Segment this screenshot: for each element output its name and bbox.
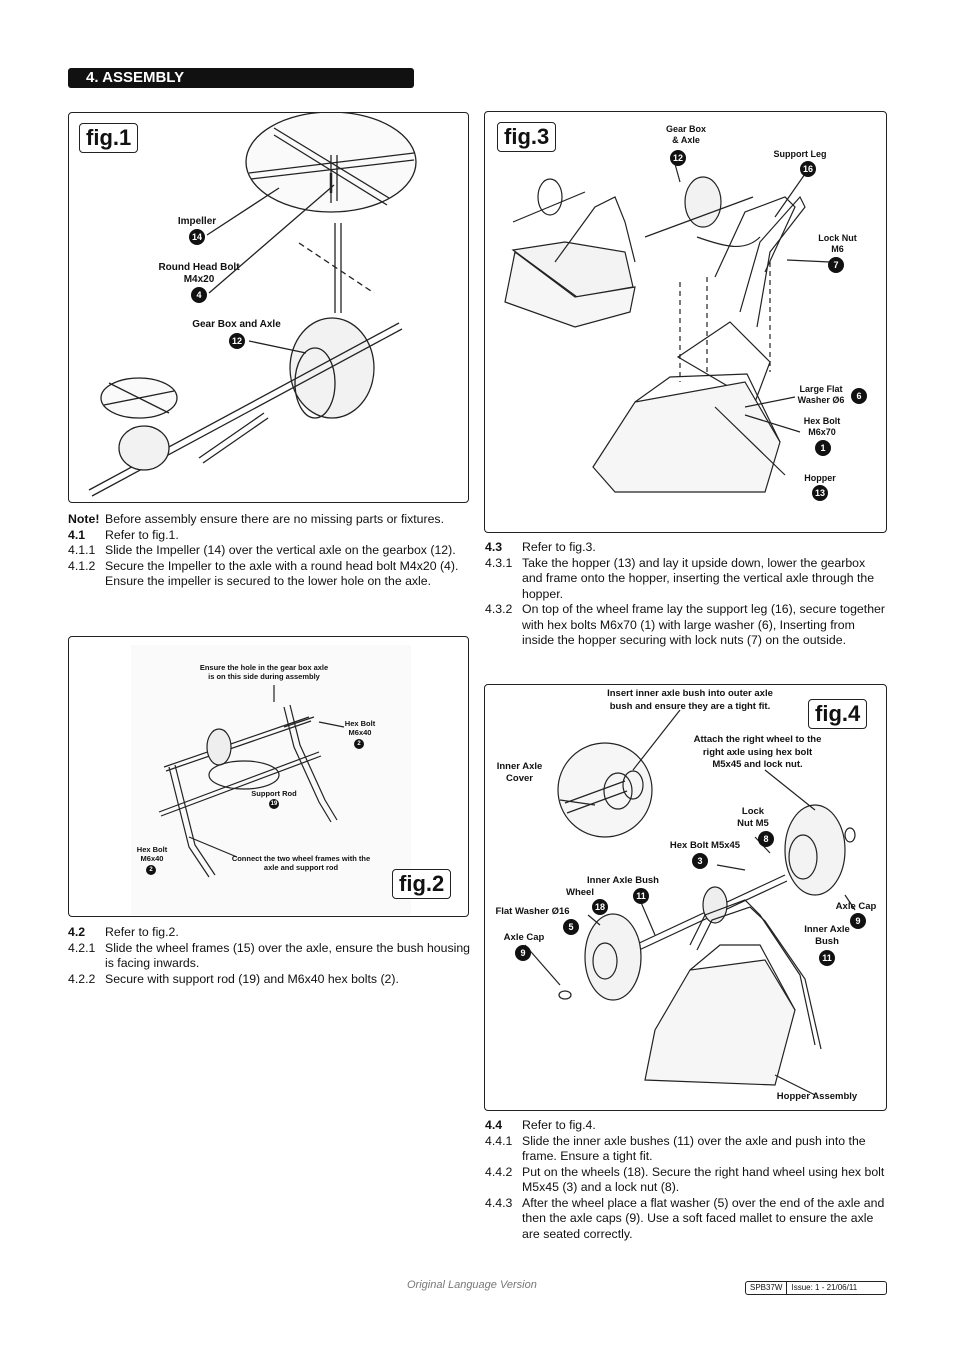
instruction-step xyxy=(485,540,885,556)
round-head-bolt-label xyxy=(149,262,249,286)
hex-bolt-left-number: 2 xyxy=(146,865,156,875)
step-text: Slide the inner axle bushes (11) over the axle and push into the frame. Ensure a tight fit. xyxy=(522,1133,866,1163)
hex-bolt-m5x45-number: 3 xyxy=(692,853,708,869)
round-head-bolt-line-2: M4x20 xyxy=(183,274,215,285)
instruction-step xyxy=(68,972,478,988)
connect-note-line-1: Connect the two wheel frames with the xyxy=(231,854,371,863)
gearbox-label-line-1: Gear Box xyxy=(665,124,707,134)
step-number: 4.2.1 xyxy=(68,940,96,955)
inner-axle-bush-right-label xyxy=(797,924,857,948)
instruction-step xyxy=(485,1165,885,1196)
instruction-step xyxy=(68,941,478,972)
impeller-number: 14 xyxy=(189,229,205,245)
wheel-number: 18 xyxy=(592,899,608,915)
hex-bolt-label xyxy=(797,416,847,438)
hex-bolt-m5x45-label: Hex Bolt M5x45 xyxy=(669,840,741,851)
step-text: Take the hopper (13) and lay it upside down, lower the gearbox and frame onto the hopper, inserting the vertical axle through the hopper. xyxy=(522,555,875,601)
cover-line-1: Inner Axle xyxy=(496,761,543,772)
axle-cap-right-label: Axle Cap xyxy=(835,901,877,912)
footer-model-issue xyxy=(745,1281,887,1295)
gearbox-axle-label xyxy=(651,124,721,146)
figure-1-tag: fig.1 xyxy=(79,123,138,153)
step-number: 4.4.3 xyxy=(485,1195,513,1210)
step-text: Slide the wheel frames (15) over the axle, ensure the bush housing is facing inwards. xyxy=(105,940,471,970)
footer-issue: Issue: 1 - 21/06/11 xyxy=(786,1282,861,1294)
support-rod-label: Support Rod xyxy=(251,789,297,798)
hex-bolt-right-line-2: M6x40 xyxy=(348,728,372,737)
hex-bolt-right-number: 2 xyxy=(354,739,364,749)
hex-bolt-number: 1 xyxy=(815,440,831,456)
step-text: Refer to fig.1. xyxy=(105,527,179,542)
axle-cap-left-label: Axle Cap xyxy=(503,932,545,943)
lock-nut-line-1: Lock Nut xyxy=(818,233,857,243)
hopper-assembly-label: Hopper Assembly xyxy=(776,1091,858,1102)
figure-3 xyxy=(484,111,887,533)
step-text: Put on the wheels (18). Secure the right hand wheel using hex bolt M5x45 (3) and a lock nut (8). xyxy=(522,1164,885,1194)
hopper-label: Hopper xyxy=(804,473,836,483)
cover-line-2: Cover xyxy=(506,773,533,784)
round-head-bolt-number: 4 xyxy=(191,287,207,303)
insert-note-line-2: bush and ensure they are a tight fit. xyxy=(609,700,771,712)
impeller-label: Impeller xyxy=(177,216,217,227)
instruction-step xyxy=(68,543,478,559)
hex-bolt-line-2: M6x70 xyxy=(808,427,836,437)
figure-3-tag: fig.3 xyxy=(497,122,556,152)
step-text: After the wheel place a flat washer (5) over the end of the axle and then the axle caps (9). Use a soft faced mallet to ensure the axle are seated correctly. xyxy=(522,1195,885,1241)
lock-nut-label xyxy=(810,233,865,255)
flat-washer-label: Flat Washer Ø16 xyxy=(495,906,570,917)
hex-bolt-line-1: Hex Bolt xyxy=(803,416,841,426)
inner-axle-bush-number: 11 xyxy=(633,888,649,904)
step-text: Refer to fig.2. xyxy=(105,925,179,939)
washer-line-1: Large Flat xyxy=(799,384,843,394)
fig2-instructions xyxy=(68,925,478,987)
flat-washer-number: 5 xyxy=(563,919,579,935)
large-flat-washer-label xyxy=(790,384,852,406)
support-rod-number: 19 xyxy=(270,801,278,807)
attach-line-1: Attach the right wheel to the xyxy=(693,734,822,745)
footer-language-note: Original Language Version xyxy=(407,1279,537,1291)
hex-bolt-left-label xyxy=(127,845,177,863)
gearbox-axle-number: 12 xyxy=(229,333,245,349)
instruction-step xyxy=(68,925,478,941)
hex-bolt-left-line-2: M6x40 xyxy=(140,854,164,863)
connect-wheel-frames-note xyxy=(221,854,381,872)
washer-line-2: Washer Ø6 xyxy=(797,395,845,405)
bush-right-line-1: Inner Axle xyxy=(804,924,850,935)
lock-nut-m5-number: 8 xyxy=(758,831,774,847)
large-flat-washer-number: 6 xyxy=(851,388,867,404)
instruction-step xyxy=(485,1118,885,1134)
instruction-step xyxy=(68,559,478,590)
fig1-instructions xyxy=(68,512,478,590)
hex-bolt-left-line-1: Hex Bolt xyxy=(136,845,168,854)
step-text: On top of the wheel frame lay the support leg (16), secure together with hex bolts M6x70 (1) with large washer (6), Inserting from inside the hopper securing with lock nuts (7) on the outside. xyxy=(522,602,885,647)
lock-nut-line-2: Nut M5 xyxy=(737,818,769,829)
step-number: 4.4 xyxy=(485,1118,503,1132)
wheel-label: Wheel xyxy=(566,887,594,898)
fig4-instructions xyxy=(485,1118,885,1242)
step-text: Refer to fig.4. xyxy=(522,1118,596,1132)
axle-cap-left-number: 9 xyxy=(515,945,531,961)
attach-line-2: right axle using hex bolt xyxy=(702,746,813,758)
footer-model: SPB37W xyxy=(750,1283,783,1292)
step-number: 4.1.1 xyxy=(68,543,96,557)
figure-3-illustration xyxy=(485,112,886,532)
step-text: Secure with support rod (19) and M6x40 hex bolts (2). xyxy=(105,971,399,986)
hex-bolt-right-line-1: Hex Bolt xyxy=(344,719,376,728)
fig3-instructions xyxy=(485,540,885,649)
gearbox-axle-label: Gear Box and Axle xyxy=(192,319,281,330)
step-number: 4.3 xyxy=(485,540,503,554)
attach-line-3: M5x45 and lock nut. xyxy=(712,759,803,770)
hex-bolt-right-label xyxy=(335,719,385,737)
step-number: 4.2.2 xyxy=(68,971,96,986)
figure-1 xyxy=(68,112,469,503)
figure-2-tag: fig.2 xyxy=(392,869,451,899)
attach-wheel-note xyxy=(670,734,845,772)
inner-axle-bush-right-number: 11 xyxy=(819,950,835,966)
gearbox-axle-number: 12 xyxy=(670,150,686,166)
step-number: 4.4.2 xyxy=(485,1164,513,1179)
section-heading: 4. ASSEMBLY xyxy=(68,68,414,88)
step-number: Note! xyxy=(68,512,100,526)
gearbox-hole-note-line-2: is on this side during assembly xyxy=(208,672,320,681)
support-leg-number: 16 xyxy=(800,161,816,177)
step-number: 4.3.1 xyxy=(485,555,513,570)
insert-bush-note xyxy=(580,688,800,713)
inner-axle-cover-label xyxy=(487,761,552,785)
connect-note-line-2: axle and support rod xyxy=(263,863,339,872)
lock-nut-m5-label xyxy=(728,806,778,830)
lock-nut-line-2: M6 xyxy=(831,244,844,254)
insert-note-line-1: Insert inner axle bush into outer axle xyxy=(607,688,773,699)
round-head-bolt-line-1: Round Head Bolt xyxy=(158,262,240,273)
figure-4-tag: fig.4 xyxy=(808,699,867,729)
inner-axle-bush-label: Inner Axle Bush xyxy=(587,875,659,886)
axle-cap-right-number: 9 xyxy=(850,913,866,929)
figure-1-illustration xyxy=(69,113,468,502)
gearbox-label-line-2: & Axle xyxy=(672,135,700,145)
instruction-step xyxy=(68,528,478,544)
gearbox-hole-note xyxy=(179,663,349,681)
support-leg-label: Support Leg xyxy=(773,149,827,159)
step-number: 4.2 xyxy=(68,925,86,939)
lock-nut-line-1: Lock xyxy=(741,806,765,817)
bush-right-line-2: Bush xyxy=(815,936,839,947)
instruction-step xyxy=(68,512,478,528)
step-text: Secure the Impeller to the axle with a round head bolt M4x20 (4). Ensure the impeller is secured to the lower hole on the axle. xyxy=(105,558,459,588)
instruction-step xyxy=(485,556,885,603)
figure-2 xyxy=(68,636,469,917)
step-number: 4.3.2 xyxy=(485,602,513,616)
step-number: 4.1.2 xyxy=(68,558,96,573)
figure-4 xyxy=(484,684,887,1111)
step-number: 4.4.1 xyxy=(485,1133,513,1148)
hopper-number: 13 xyxy=(812,485,828,501)
lock-nut-number: 7 xyxy=(828,257,844,273)
step-text: Refer to fig.3. xyxy=(522,540,596,554)
step-text: Slide the Impeller (14) over the vertical axle on the gearbox (12). xyxy=(105,543,456,557)
instruction-step xyxy=(485,602,885,649)
gearbox-hole-note-line-1: Ensure the hole in the gear box axle xyxy=(199,663,329,672)
instruction-step xyxy=(485,1196,885,1243)
instruction-step xyxy=(485,1134,885,1165)
step-number: 4.1 xyxy=(68,527,86,542)
step-text: Before assembly ensure there are no missing parts or fixtures. xyxy=(105,512,444,526)
